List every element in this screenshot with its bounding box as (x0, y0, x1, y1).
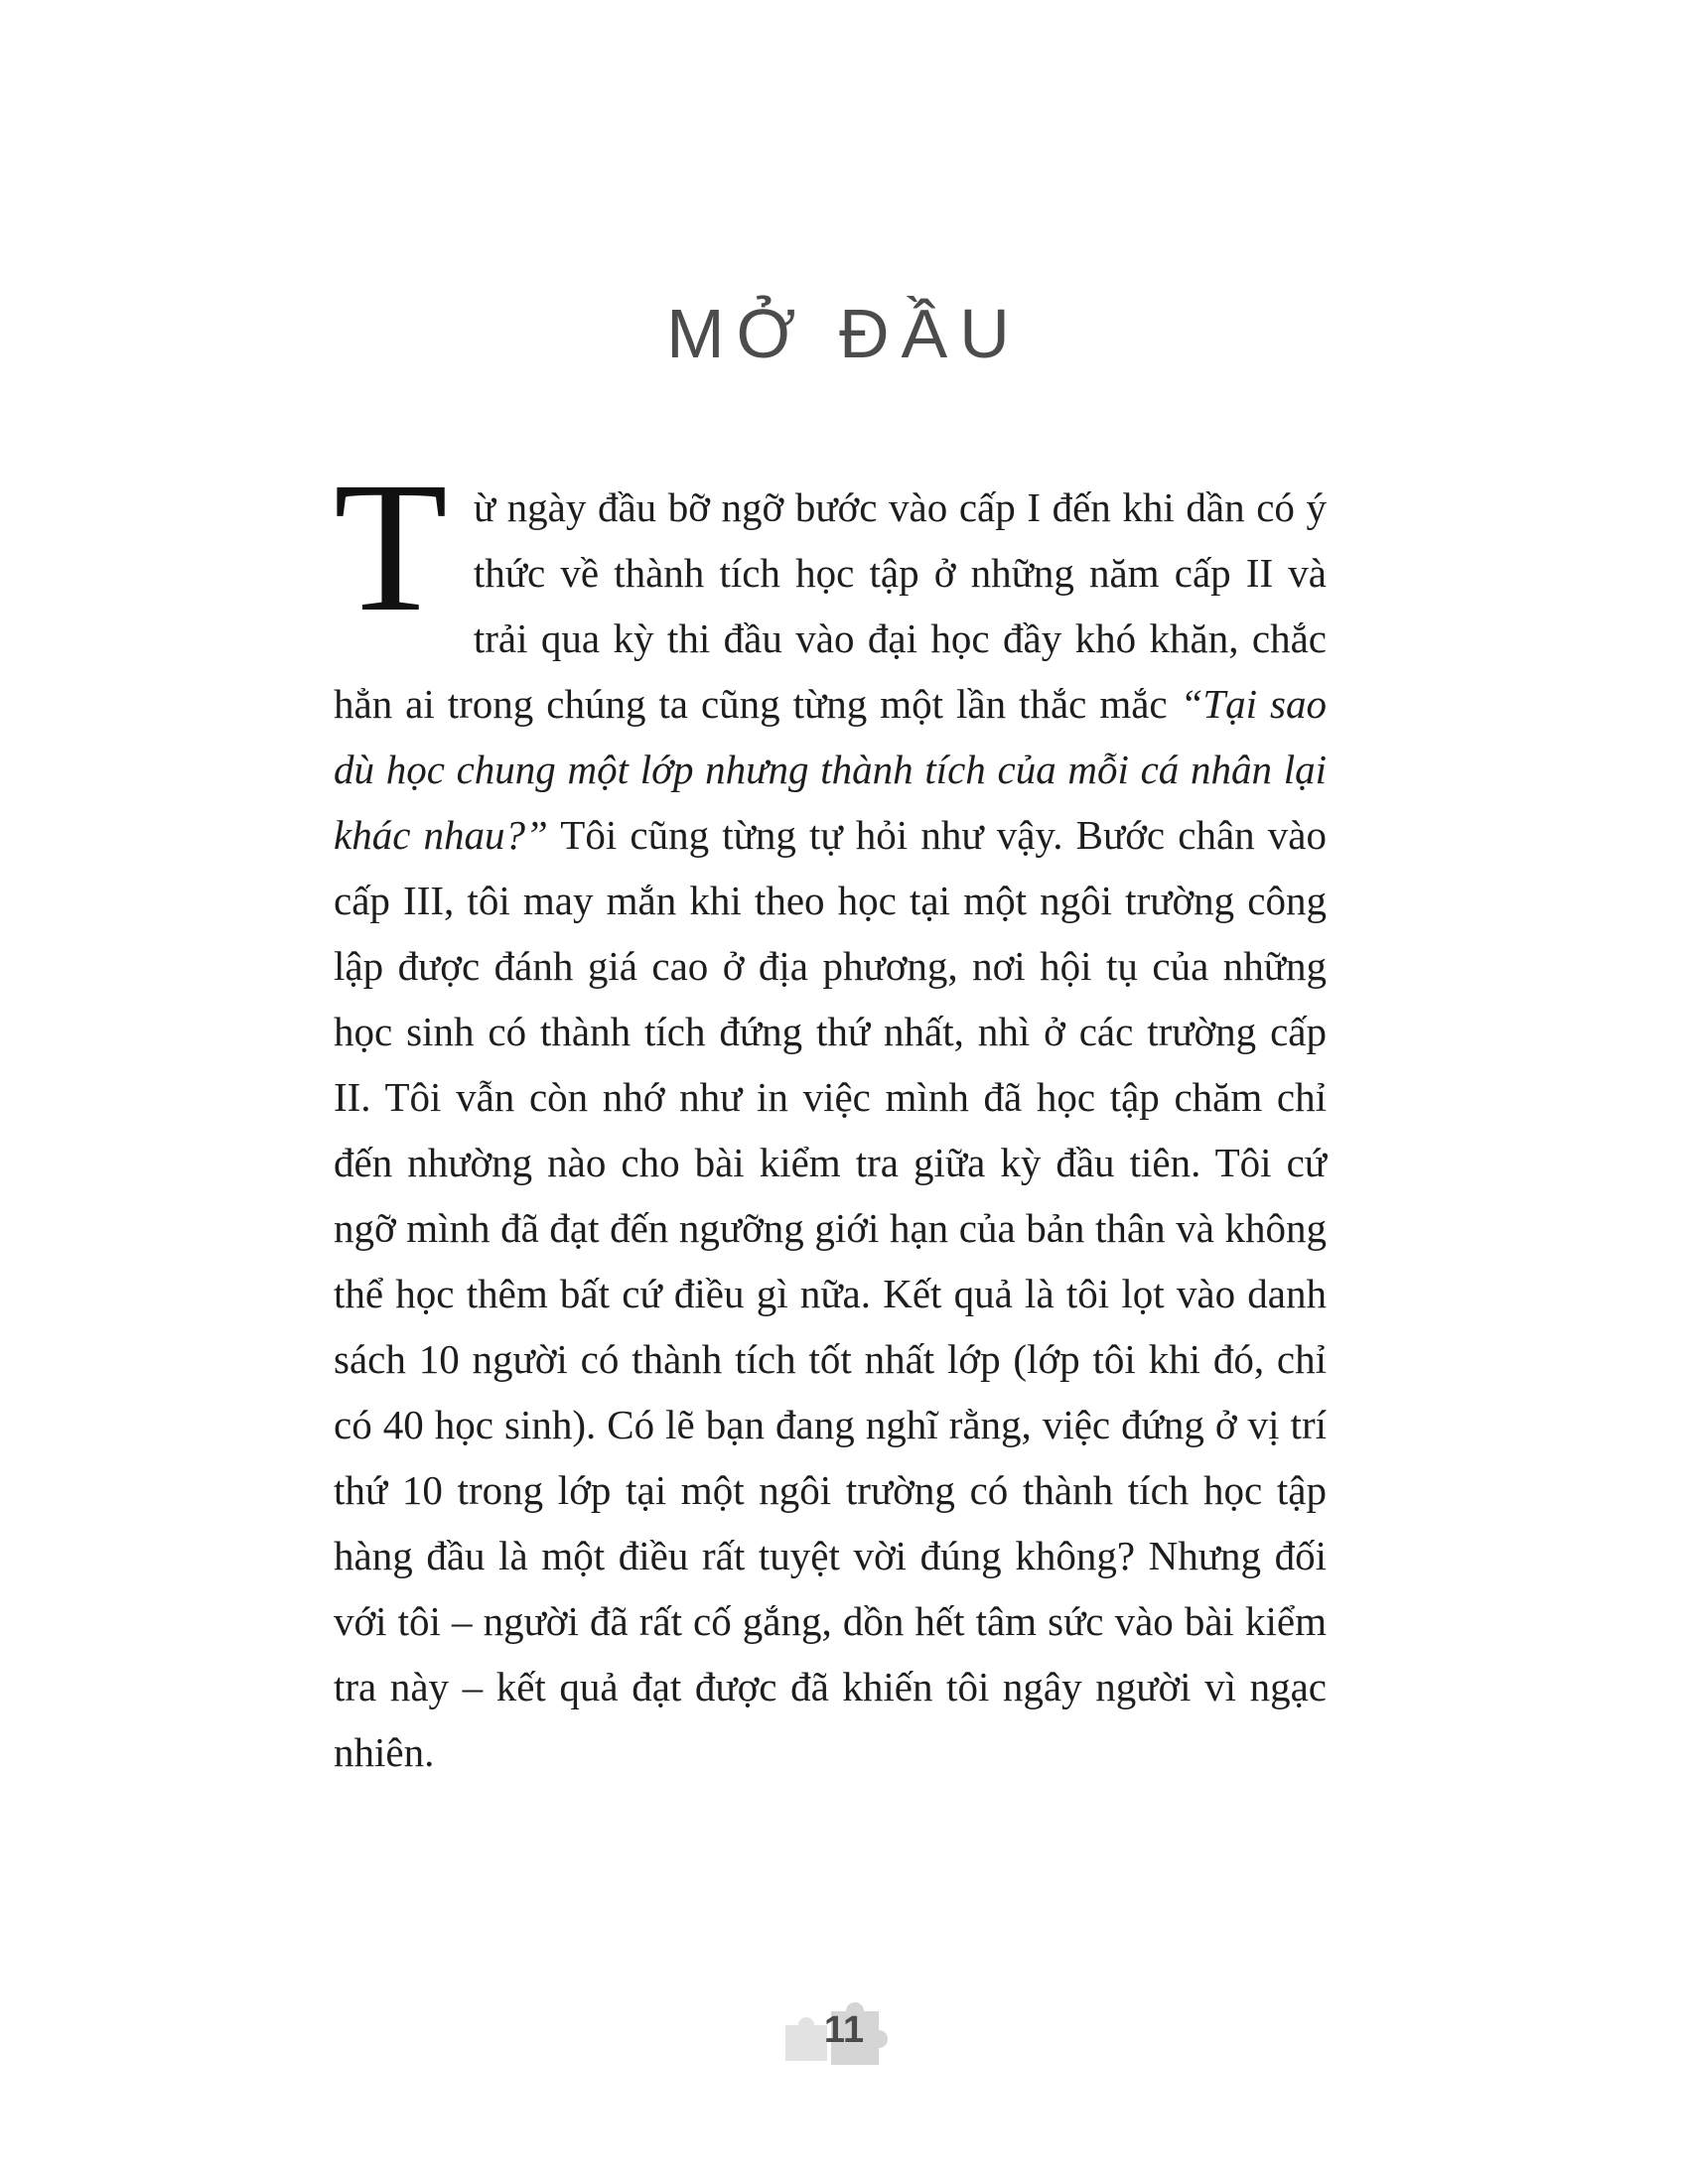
paragraph-italic-quote: “Tại sao dù học chung một lớp nhưng thành tích của mỗi cá nhân lại khác nhau?” (334, 681, 1328, 858)
page-number: 11 (823, 2009, 865, 2051)
paragraph-segment-1: ừ ngày đầu bỡ ngỡ bước vào cấp I đến khi dần có ý thức về thành tích học tập ở những năm cấp II và trải qua kỳ thi đầu vào đại học đầy khó khăn, chắc hẳn ai trong chúng ta cũng từng một lần thắc mắc (334, 484, 1327, 727)
chapter-title: MỞ ĐẦU (666, 295, 1022, 372)
page-footer (770, 1985, 918, 2069)
paragraph-segment-2: Tôi cũng từng tự hỏi như vậy. Bước chân vào cấp III, tôi may mắn khi theo học tại một ngôi trường công lập được đánh giá cao ở địa phương, nơi hội tụ của những học sinh có thành tích đứng thứ nhất, nhì ở các trường cấp II. Tôi vẫn còn nhớ như in việc mình đã học tập chăm chỉ đến nhường nào cho bài kiểm tra giữa kỳ đầu tiên. Tôi cứ ngỡ mình đã đạt đến ngưỡng giới hạn của bản thân và không thể học thêm bất cứ điều gì nữa. Kết quả là tôi lọt vào danh sách 10 người có thành tích tốt nhất lớp (lớp tôi khi đó, chỉ có 40 học sinh). Có lẽ bạn đang nghĩ rằng, việc đứng ở vị trí thứ 10 trong lớp tại một ngôi trường có thành tích học tập hàng đầu là một điều rất tuyệt vời đúng không? Nhưng đối với tôi – người đã rất cố gắng, dồn hết tâm sức vào bài kiểm tra này – kết quả đạt được đã khiến tôi ngây người vì ngạc nhiên. (334, 812, 1327, 1775)
drop-cap: T (334, 443, 448, 650)
body-paragraph (334, 443, 1328, 1785)
